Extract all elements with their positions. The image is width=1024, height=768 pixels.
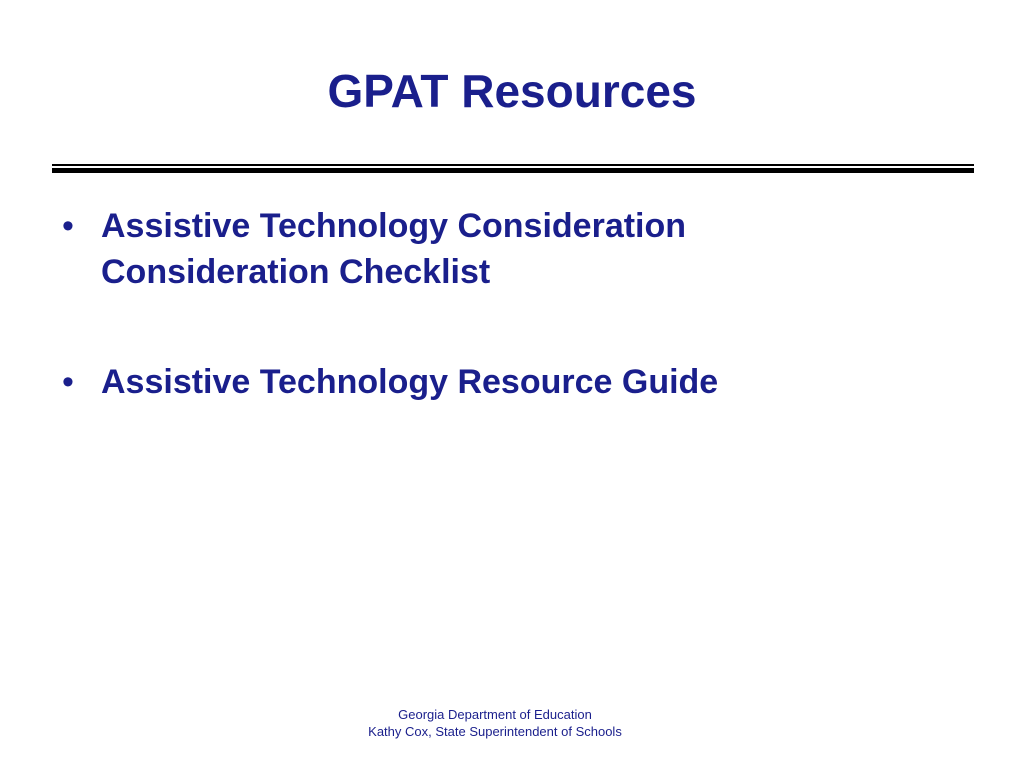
slide-title: GPAT Resources xyxy=(327,65,697,117)
footer-organization: Georgia Department of Education xyxy=(398,707,592,722)
bullet-item-resource-guide xyxy=(52,359,982,405)
bullet-marker: • xyxy=(62,207,74,245)
bullet-marker: • xyxy=(62,363,74,401)
bullet-list xyxy=(52,203,982,405)
bullet-item-checklist xyxy=(52,203,982,295)
title-divider-thick xyxy=(52,168,974,173)
slide-footer xyxy=(0,706,990,740)
footer-superintendent: Kathy Cox, State Superintendent of Schools xyxy=(368,724,622,739)
title-divider-thin xyxy=(52,164,974,166)
bullet-text-line: Assistive Technology Consideration xyxy=(101,207,687,245)
bullet-text-line: Consideration Checklist xyxy=(101,253,491,291)
bullet-text-line: Assistive Technology Resource Guide xyxy=(101,363,719,401)
